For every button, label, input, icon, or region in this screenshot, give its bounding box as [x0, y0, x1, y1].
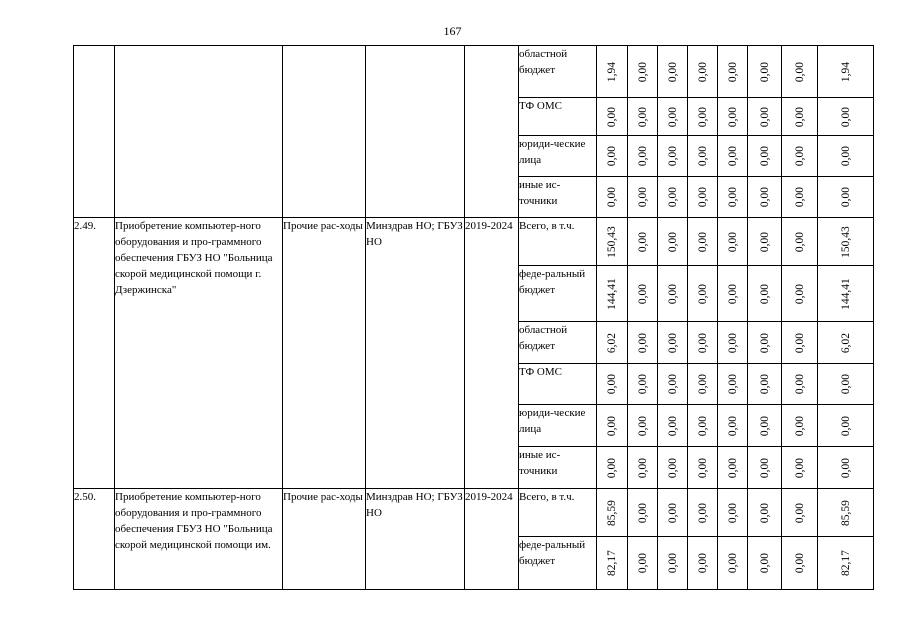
value-text: 0,00: [758, 332, 771, 353]
value-cell: [628, 136, 658, 177]
value-cell: [748, 218, 782, 266]
item-name: Приобретение компьютер-ного оборудования и про-граммного обеспечения ГБУЗ НО "Больница скорой медицинской помощи им.: [115, 489, 283, 590]
value-cell: [597, 46, 628, 98]
value-text: 0,00: [606, 106, 618, 127]
value-cell: [597, 266, 628, 322]
value-text: 0,00: [726, 231, 739, 252]
value-text: 82,17: [839, 550, 852, 576]
value-cell: [597, 405, 628, 447]
value-cell: [688, 98, 718, 136]
item-name: Приобретение компьютер-ного оборудования и про-граммного обеспечения ГБУЗ НО "Больница скорой медицинской помощи г. Дзержинска": [115, 218, 283, 489]
value-cell: [818, 405, 874, 447]
value-text: 0,00: [666, 283, 679, 304]
value-cell: [718, 98, 748, 136]
value-text: 0,00: [726, 61, 739, 82]
funding-source: юриди-ческие лица: [519, 405, 597, 447]
value-cell: [597, 218, 628, 266]
value-cell: [748, 98, 782, 136]
value-cell: [628, 405, 658, 447]
value-cell: [782, 405, 818, 447]
value-cell: [718, 177, 748, 218]
value-text: 0,00: [839, 457, 852, 478]
value-cell: [658, 405, 688, 447]
value-cell: [658, 177, 688, 218]
value-cell: [782, 537, 818, 590]
value-text: 0,00: [696, 231, 709, 252]
funding-source: ТФ ОМС: [519, 364, 597, 405]
value-cell: [658, 266, 688, 322]
executor: Минздрав НО; ГБУЗ НО: [366, 218, 465, 489]
value-text: 0,00: [696, 457, 709, 478]
value-text: 0,00: [636, 231, 649, 252]
funding-source: ТФ ОМС: [519, 98, 597, 136]
value-cell: [782, 46, 818, 98]
funding-source: областной бюджет: [519, 322, 597, 364]
value-cell: [818, 136, 874, 177]
value-cell: [782, 266, 818, 322]
value-text: 85,59: [606, 499, 618, 526]
value-cell: [628, 218, 658, 266]
value-cell: [748, 266, 782, 322]
funding-source: областной бюджет: [519, 46, 597, 98]
value-text: 144,41: [839, 277, 852, 310]
value-cell: [718, 322, 748, 364]
value-cell: [782, 364, 818, 405]
value-text: 0,00: [696, 415, 709, 436]
value-text: 0,00: [666, 502, 679, 523]
value-text: 0,00: [636, 502, 649, 523]
value-text: 144,41: [606, 277, 618, 310]
value-text: 0,00: [793, 231, 806, 252]
value-text: 0,00: [793, 106, 806, 127]
value-text: 1,94: [606, 61, 618, 82]
value-cell: [782, 322, 818, 364]
value-cell: [628, 46, 658, 98]
value-cell: [688, 489, 718, 537]
value-text: 0,00: [606, 145, 618, 167]
value-cell: [818, 218, 874, 266]
value-cell: [658, 322, 688, 364]
value-cell: [718, 364, 748, 405]
value-text: 0,00: [606, 457, 618, 478]
value-text: 0,00: [666, 61, 679, 82]
value-cell: [718, 266, 748, 322]
value-text: 0,00: [793, 145, 806, 167]
value-text: 0,00: [636, 145, 649, 167]
value-cell: [628, 447, 658, 489]
table-row: [74, 46, 874, 98]
value-text: 0,00: [839, 145, 852, 167]
value-cell: [782, 218, 818, 266]
value-cell: [688, 46, 718, 98]
executor-cell: [366, 46, 465, 218]
value-cell: [718, 405, 748, 447]
value-text: 0,00: [666, 231, 679, 252]
value-text: 0,00: [793, 502, 806, 523]
value-cell: [688, 322, 718, 364]
value-text: 0,00: [758, 231, 771, 252]
value-text: 0,00: [758, 106, 771, 127]
funding-source: иные ис-точники: [519, 447, 597, 489]
table-row: [74, 218, 874, 266]
value-cell: [818, 266, 874, 322]
value-cell: [748, 46, 782, 98]
value-cell: [597, 98, 628, 136]
value-cell: [628, 322, 658, 364]
value-cell: [628, 489, 658, 537]
item-number: 2.49.: [74, 218, 115, 489]
item-number: 2.50.: [74, 489, 115, 590]
value-text: 0,00: [726, 186, 739, 208]
value-text: 0,00: [696, 502, 709, 523]
value-text: 0,00: [696, 373, 709, 395]
value-text: 0,00: [726, 106, 739, 127]
executor: Минздрав НО; ГБУЗ НО: [366, 489, 465, 590]
value-text: 0,00: [696, 61, 709, 82]
value-text: 0,00: [793, 457, 806, 478]
funding-source: феде-ральный бюджет: [519, 537, 597, 590]
value-text: 0,00: [758, 415, 771, 436]
value-cell: [782, 136, 818, 177]
value-cell: [748, 364, 782, 405]
value-text: 0,00: [666, 457, 679, 478]
funding-source: юриди-ческие лица: [519, 136, 597, 177]
value-text: 0,00: [758, 457, 771, 478]
value-cell: [628, 98, 658, 136]
value-text: 0,00: [726, 283, 739, 304]
value-text: 0,00: [758, 186, 771, 208]
value-cell: [782, 447, 818, 489]
value-cell: [658, 537, 688, 590]
value-cell: [748, 136, 782, 177]
value-cell: [597, 537, 628, 590]
value-text: 0,00: [666, 332, 679, 353]
value-cell: [688, 364, 718, 405]
value-cell: [688, 537, 718, 590]
funding-source: Всего, в т.ч.: [519, 489, 597, 537]
value-text: 0,00: [793, 552, 806, 574]
value-cell: [658, 447, 688, 489]
value-cell: [628, 364, 658, 405]
value-text: 0,00: [666, 552, 679, 574]
value-text: 0,00: [793, 415, 806, 436]
value-cell: [782, 489, 818, 537]
value-text: 0,00: [726, 373, 739, 395]
value-text: 0,00: [696, 186, 709, 208]
value-text: 0,00: [758, 145, 771, 167]
value-text: 0,00: [839, 415, 852, 436]
value-text: 0,00: [636, 332, 649, 353]
funding-source: феде-ральный бюджет: [519, 266, 597, 322]
value-cell: [628, 537, 658, 590]
value-text: 6,02: [839, 332, 852, 353]
value-text: 0,00: [758, 61, 771, 82]
expense-type: Прочие рас-ходы: [283, 489, 366, 590]
value-text: 0,00: [696, 283, 709, 304]
value-cell: [718, 447, 748, 489]
value-text: 0,00: [636, 552, 649, 574]
value-cell: [658, 364, 688, 405]
value-cell: [658, 218, 688, 266]
value-text: 0,00: [839, 186, 852, 208]
page-number: 167: [443, 24, 462, 38]
value-text: 0,00: [636, 283, 649, 304]
value-text: 0,00: [696, 145, 709, 167]
value-cell: [658, 46, 688, 98]
value-text: 0,00: [793, 283, 806, 304]
expense-type: Прочие рас-ходы: [283, 218, 366, 489]
value-text: 82,17: [606, 550, 618, 576]
name-cell: [115, 46, 283, 218]
value-text: 0,00: [758, 552, 771, 574]
value-cell: [748, 177, 782, 218]
value-cell: [718, 489, 748, 537]
value-cell: [818, 537, 874, 590]
expense-type-cell: [283, 46, 366, 218]
value-text: 0,00: [636, 106, 649, 127]
value-text: 0,00: [726, 415, 739, 436]
value-text: 0,00: [793, 186, 806, 208]
value-cell: [748, 537, 782, 590]
value-text: 0,00: [726, 502, 739, 523]
value-text: 0,00: [636, 61, 649, 82]
value-text: 0,00: [696, 106, 709, 127]
value-cell: [597, 364, 628, 405]
value-cell: [688, 218, 718, 266]
value-text: 0,00: [726, 332, 739, 353]
value-text: 0,00: [636, 415, 649, 436]
value-text: 0,00: [793, 332, 806, 353]
value-cell: [818, 46, 874, 98]
value-cell: [818, 364, 874, 405]
funding-source: иные ис-точники: [519, 177, 597, 218]
value-text: 0,00: [606, 415, 618, 436]
value-cell: [718, 218, 748, 266]
value-text: 0,00: [606, 186, 618, 208]
value-text: 0,00: [606, 373, 618, 395]
period: 2019-2024: [465, 489, 519, 590]
value-cell: [818, 322, 874, 364]
value-cell: [688, 447, 718, 489]
value-text: 1,94: [839, 61, 852, 82]
period: 2019-2024: [465, 218, 519, 489]
value-text: 0,00: [696, 552, 709, 574]
value-cell: [597, 447, 628, 489]
value-text: 150,43: [606, 225, 618, 258]
value-text: 0,00: [696, 332, 709, 353]
value-cell: [597, 322, 628, 364]
value-text: 0,00: [793, 373, 806, 395]
period-cell: [465, 46, 519, 218]
value-cell: [748, 447, 782, 489]
value-text: 0,00: [758, 373, 771, 395]
value-text: 0,00: [726, 552, 739, 574]
value-cell: [718, 537, 748, 590]
value-text: 150,43: [839, 225, 852, 258]
value-text: 0,00: [758, 502, 771, 523]
value-cell: [782, 98, 818, 136]
value-text: 0,00: [758, 283, 771, 304]
value-cell: [597, 177, 628, 218]
value-text: 0,00: [839, 106, 852, 127]
value-cell: [818, 98, 874, 136]
value-cell: [658, 489, 688, 537]
value-text: 0,00: [636, 186, 649, 208]
value-cell: [628, 266, 658, 322]
value-cell: [658, 98, 688, 136]
value-text: 6,02: [606, 332, 618, 353]
value-text: 0,00: [726, 457, 739, 478]
value-text: 0,00: [666, 415, 679, 436]
value-cell: [818, 489, 874, 537]
value-text: 85,59: [839, 499, 852, 526]
value-cell: [818, 447, 874, 489]
funding-source: Всего, в т.ч.: [519, 218, 597, 266]
value-text: 0,00: [666, 145, 679, 167]
value-cell: [688, 405, 718, 447]
value-text: 0,00: [839, 373, 852, 395]
value-cell: [688, 266, 718, 322]
value-cell: [718, 46, 748, 98]
value-cell: [748, 489, 782, 537]
value-cell: [628, 177, 658, 218]
value-cell: [688, 177, 718, 218]
value-text: 0,00: [666, 186, 679, 208]
value-text: 0,00: [666, 106, 679, 127]
number-cell: [74, 46, 115, 218]
table-row: [74, 489, 874, 537]
value-text: 0,00: [636, 457, 649, 478]
value-cell: [597, 489, 628, 537]
value-cell: [597, 136, 628, 177]
value-cell: [748, 405, 782, 447]
value-text: 0,00: [793, 61, 806, 82]
value-cell: [818, 177, 874, 218]
value-cell: [718, 136, 748, 177]
value-cell: [748, 322, 782, 364]
value-text: 0,00: [666, 373, 679, 395]
value-text: 0,00: [726, 145, 739, 167]
value-cell: [688, 136, 718, 177]
budget-table: [73, 45, 874, 590]
value-text: 0,00: [636, 373, 649, 395]
value-cell: [658, 136, 688, 177]
value-cell: [782, 177, 818, 218]
